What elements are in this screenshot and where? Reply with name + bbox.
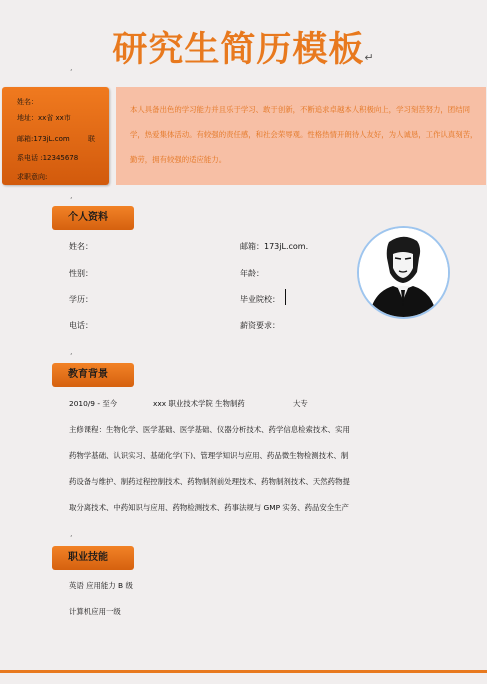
return-arrow-icon: ↵ xyxy=(364,51,375,64)
paragraph-mark: , xyxy=(70,63,73,72)
resume-title-text: 研究生简历模板 xyxy=(112,30,365,70)
skill-item: 计算机应用一级 xyxy=(69,607,121,616)
contact-name: 姓名： xyxy=(17,98,38,106)
intro-box xyxy=(116,87,486,185)
personal-degree-label: 学历： xyxy=(69,295,93,304)
course-line: 取分离技术、中药知识与应用、药物检测技术、药事法规与 GMP 实务、药品安全生产 xyxy=(69,503,349,512)
personal-phone-label: 电话： xyxy=(69,321,93,330)
education-school: xxx 职业技术学院 生物制药 xyxy=(153,399,245,408)
personal-email-label: 邮箱：173jL.com. xyxy=(240,242,309,251)
course-line: 药设备与维护、制药过程控制技术、药物制剂前处理技术、药物制剂技术、天然药物提 xyxy=(69,477,350,486)
contact-address: 地址：xx省 xx市 xyxy=(17,114,71,122)
contact-box xyxy=(2,87,109,185)
personal-name-label: 姓名： xyxy=(69,242,93,251)
personal-age-label: 年龄： xyxy=(240,269,264,278)
contact-tag: 联 xyxy=(88,135,95,143)
section-header-skills: 职业技能 xyxy=(52,546,134,570)
section-header-personal: 个人资料 xyxy=(52,206,134,230)
education-level: 大专 xyxy=(293,399,308,408)
personal-school-label: 毕业院校： xyxy=(240,295,280,304)
course-line: 药物学基础、认识实习、基础化学(下)、管理学知识与应用、药品微生物检测技术、制 xyxy=(69,451,349,460)
paragraph-mark: , xyxy=(70,347,73,356)
contact-email: 邮箱:173jL.com xyxy=(17,135,70,143)
section-header-education: 教育背景 xyxy=(52,363,134,387)
personal-salary-label: 薪资要求： xyxy=(240,321,280,330)
paragraph-mark: , xyxy=(70,191,73,200)
text-cursor xyxy=(285,289,286,305)
course-line: 主修课程：生物化学、医学基础、医学基础、仪器分析技术、药学信息检索技术、实用 xyxy=(69,425,350,434)
resume-title xyxy=(0,22,487,72)
intro-text: 本人具备出色的学习能力并且乐于学习、敢于创新，不断追求卓越本人积极向上，学习刻苦努力，团结同学，热爱集体活动。有较强的责任感，和社会荣辱观。性格热情开朗待人友好，为人诚恳，工作认真刻苦，勤劳，拥有较强的适应能力。 xyxy=(130,105,478,164)
contact-intent: 求职意向: xyxy=(17,173,48,181)
skill-item: 英语 应用能力 B 级 xyxy=(69,581,133,590)
profile-photo xyxy=(357,226,450,319)
paragraph-mark: , xyxy=(70,529,73,538)
personal-gender-label: 性别： xyxy=(69,269,93,278)
contact-phone: 系电话 :12345678 xyxy=(17,154,79,162)
education-period: 2010/9 - 至今 xyxy=(69,399,118,408)
footer-divider xyxy=(0,670,487,673)
